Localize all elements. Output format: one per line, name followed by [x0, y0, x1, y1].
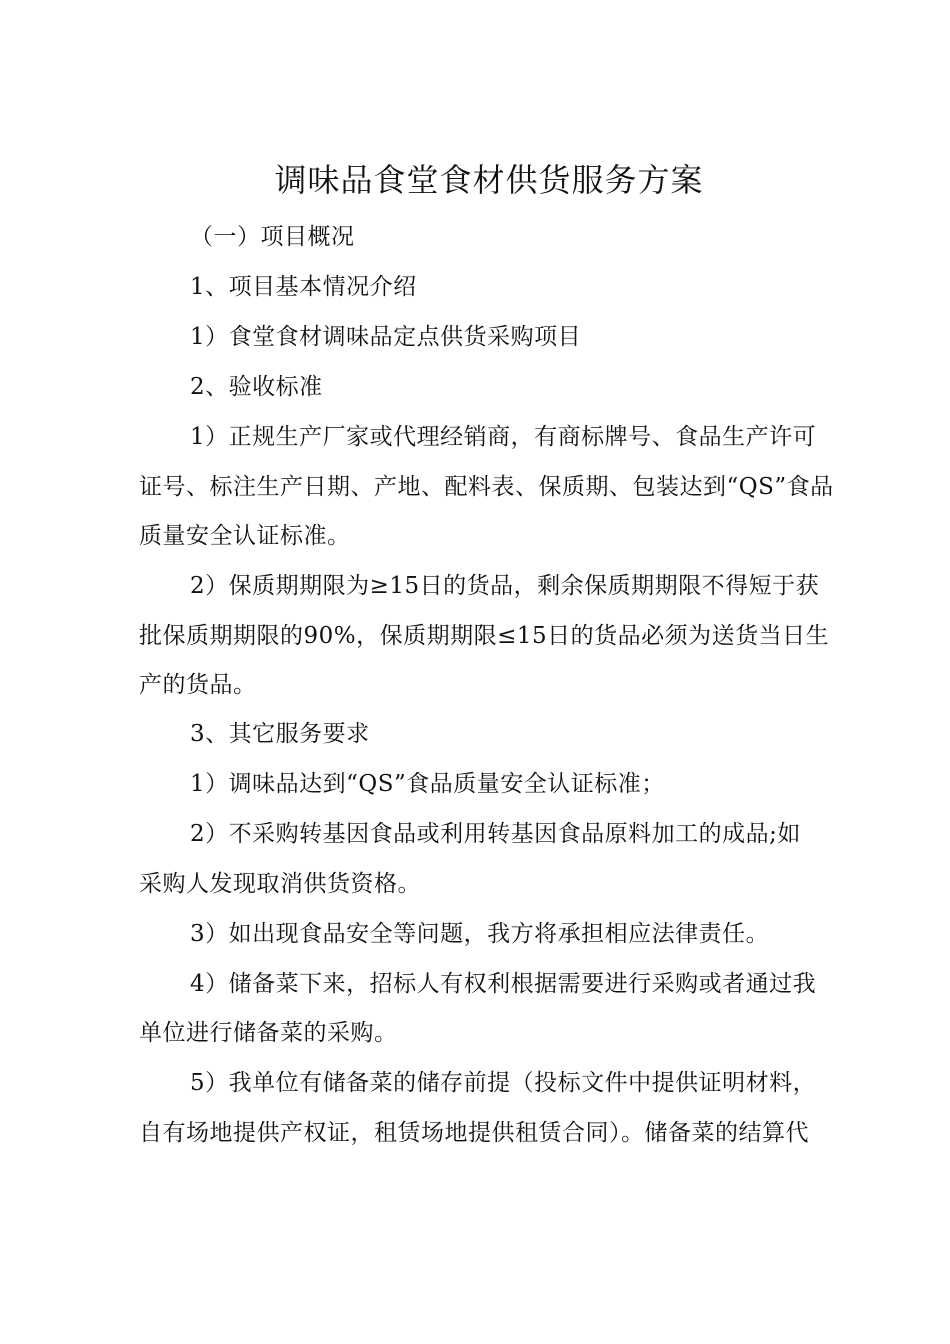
subsection-heading-basic-info: 1、项目基本情况介绍	[190, 274, 417, 300]
document-title: 调味品食堂食材供货服务方案	[274, 161, 704, 199]
paragraph-line: 5）我单位有储备菜的储存前提（投标文件中提供证明材料，	[190, 1070, 817, 1096]
paragraph-line: 自有场地提供产权证，租赁场地提供租赁合同）。储备菜的结算代	[139, 1120, 809, 1146]
subsection-heading-other-requirements: 3、其它服务要求	[190, 721, 370, 747]
paragraph-line: 2）不采购转基因食品或利用转基因食品原料加工的成品;如	[190, 821, 801, 847]
paragraph-line: 4）储备菜下来，招标人有权利根据需要进行采购或者通过我	[190, 971, 817, 997]
paragraph-line: 单位进行储备菜的采购。	[139, 1020, 398, 1046]
section-heading-project-overview: （一）项目概况	[190, 224, 355, 250]
paragraph-line: 批保质期期限的90%，保质期期限≤15日的货品必须为送货当日生	[139, 623, 830, 649]
paragraph-line: 采购人发现取消供货资格。	[139, 871, 421, 897]
paragraph-line: 1）食堂食材调味品定点供货采购项目	[190, 324, 582, 350]
paragraph-line: 1）调味品达到“QS”食品质量安全认证标准；	[190, 771, 665, 797]
subsection-heading-acceptance: 2、验收标准	[190, 374, 323, 400]
paragraph-line: 证号、标注生产日期、产地、配料表、保质期、包装达到“QS”食品	[139, 474, 834, 500]
paragraph-line: 2）保质期期限为≥15日的货品，剩余保质期期限不得短于获	[190, 573, 820, 599]
paragraph-line: 产的货品。	[139, 672, 257, 698]
paragraph-line: 1）正规生产厂家或代理经销商，有商标牌号、食品生产许可	[190, 424, 817, 450]
paragraph-line: 质量安全认证标准。	[139, 523, 351, 549]
paragraph-line: 3）如出现食品安全等问题，我方将承担相应法律责任。	[190, 921, 770, 947]
